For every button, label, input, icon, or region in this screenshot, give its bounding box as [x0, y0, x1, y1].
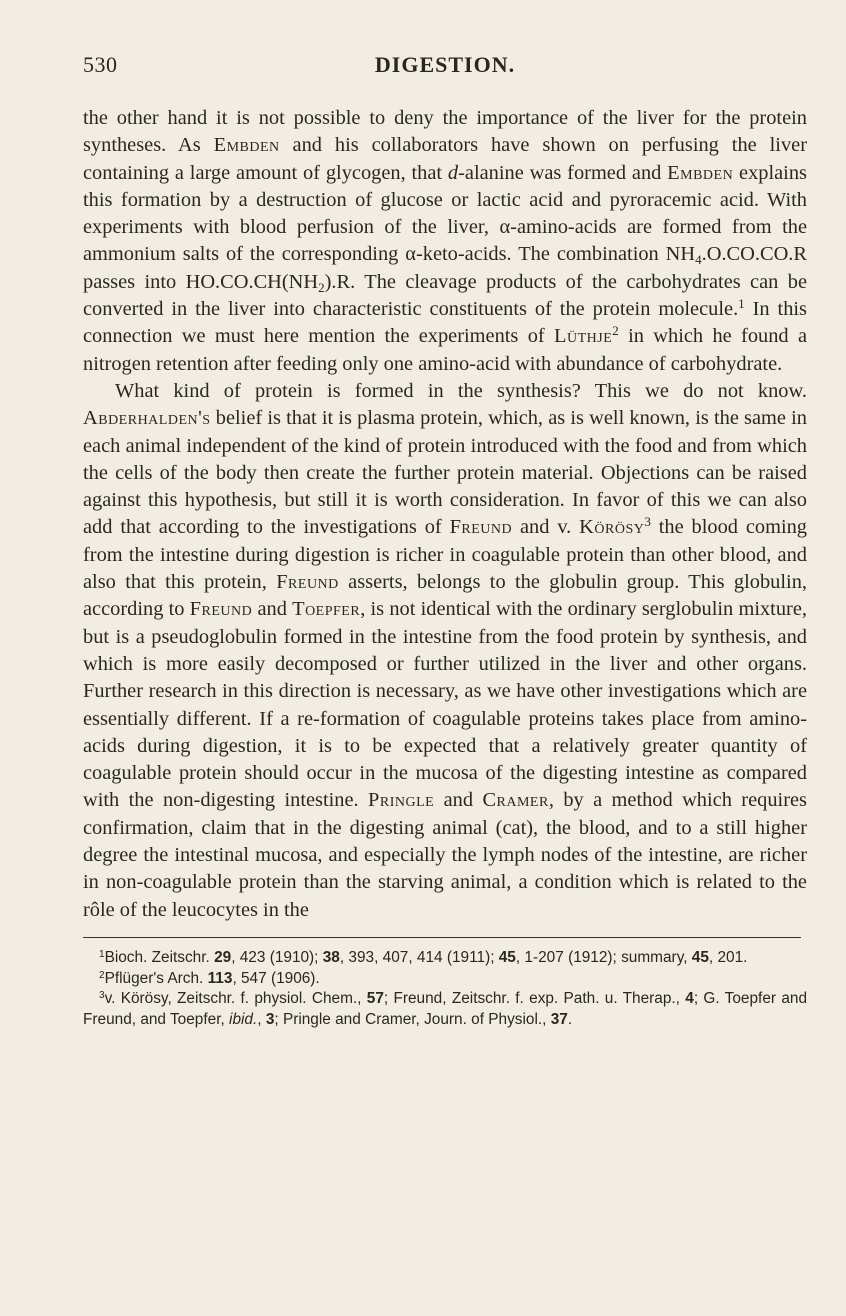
running-head: DIGESTION. [374, 52, 516, 77]
footnote-3: $^3$v. Körösy, Zeitschr. f. physiol. Chem., 57; Freund, Zeitschr. f. exp. Path. u. Therap., 4; G. Toepfer and Freund, and Toepfer, ibid., 3; Pringle and Cramer, Journ. of Physiol., 37. [83, 990, 807, 1028]
footnote-ref-3: 3 [644, 514, 651, 530]
author-name: Pringle [368, 789, 435, 812]
page-number: 530 [83, 52, 118, 77]
footnotes [83, 948, 807, 1030]
author-name: Abderhalden's [83, 407, 211, 430]
author-name: Cramer [482, 789, 549, 812]
author-name: Embden [213, 134, 280, 157]
footnote-ref-1: 1 [738, 296, 745, 312]
author-name: Körösy [579, 516, 645, 539]
book-page [83, 52, 807, 1030]
footnote-divider [83, 937, 801, 938]
author-name: Lüthje [554, 325, 613, 348]
author-name: Freund [449, 516, 513, 539]
page-header [83, 52, 807, 86]
author-name: Freund [189, 598, 253, 621]
footnote-2: $^2$Pflüger's Arch. 113, 547 (1906). [99, 969, 320, 987]
footnote-1: $^1$Bioch. Zeitschr. 29, 423 (1910); 38, 393, 407, 414 (1911); 45, 1-207 (1912); summary, 45, 201. [99, 948, 748, 966]
body-text [83, 105, 807, 924]
paragraph-2: What kind of protein is formed in the synthesis? This we do not know. Abderhalden's belief is that it is plasma protein, which, as is well known, is the same in each animal independent of the kind of protein introduced with the food and from which the cells of the body then create the further protein material. Objections can be raised against this hypothesis, but still it is worth consideration. In favor of this we can also add that according to the investigations of Freund and v. Körösy$^3$ the blood coming from the intestine during digestion is richer in coagulable protein than other blood, and also that this protein, Freund asserts, belongs to the globulin group. This globulin, according to Freund and Toepfer, is not identical with the ordinary serglobulin mixture, but is a pseudoglobulin formed in the intestine from the food protein by synthesis, and which is more easily decomposed or further utilized in the liver and other organs. Further research in this direction is necessary, as we have other investigations which are essentially different. If a re-formation of coagulable proteins takes place from amino-acids during digestion, it is to be expected that a relatively greater quantity of coagulable protein should occur in the mucosa of the digesting intestine as compared with the non-digesting intestine. Pringle and Cramer, by a method which requires confirmation, claim that in the digesting animal (cat), the blood, and to a still higher degree the intestinal mucosa, and especially the lymph nodes of the intestine, are richer in non-coagulable protein than the starving animal, a condition which is related to the rôle of the leucocytes in the [83, 379, 808, 921]
author-name: Freund [276, 571, 339, 594]
author-name: Toepfer [292, 598, 361, 621]
author-name: Embden [667, 161, 734, 184]
footnote-ref-2: 2 [612, 323, 619, 339]
paragraph-1: the other hand it is not possible to deny the importance of the liver for the protein syntheses. As Embden and his collaborators have shown on perfusing the liver containing a large amount of glycogen, that d-alanine was formed and Embden explains this formation by a destruction of glucose or lactic acid and pyroracemic acid. With experiments with blood perfusion of the liver, α-amino-acids are formed from the ammonium salts of the corresponding α-keto-acids. The combination $NH_4.O.CO.CO.R$ passes into $HO.CO.CH(NH_2).R$. The cleavage products of the carbohydrates can be converted in the liver into characteristic constituents of the protein molecule.$^1$ In this connection we must here mention the experiments of Lüthje$^2$ in which he found a nitrogen retention after feeding only one amino-acid with abundance of carbohydrate. [83, 107, 807, 375]
